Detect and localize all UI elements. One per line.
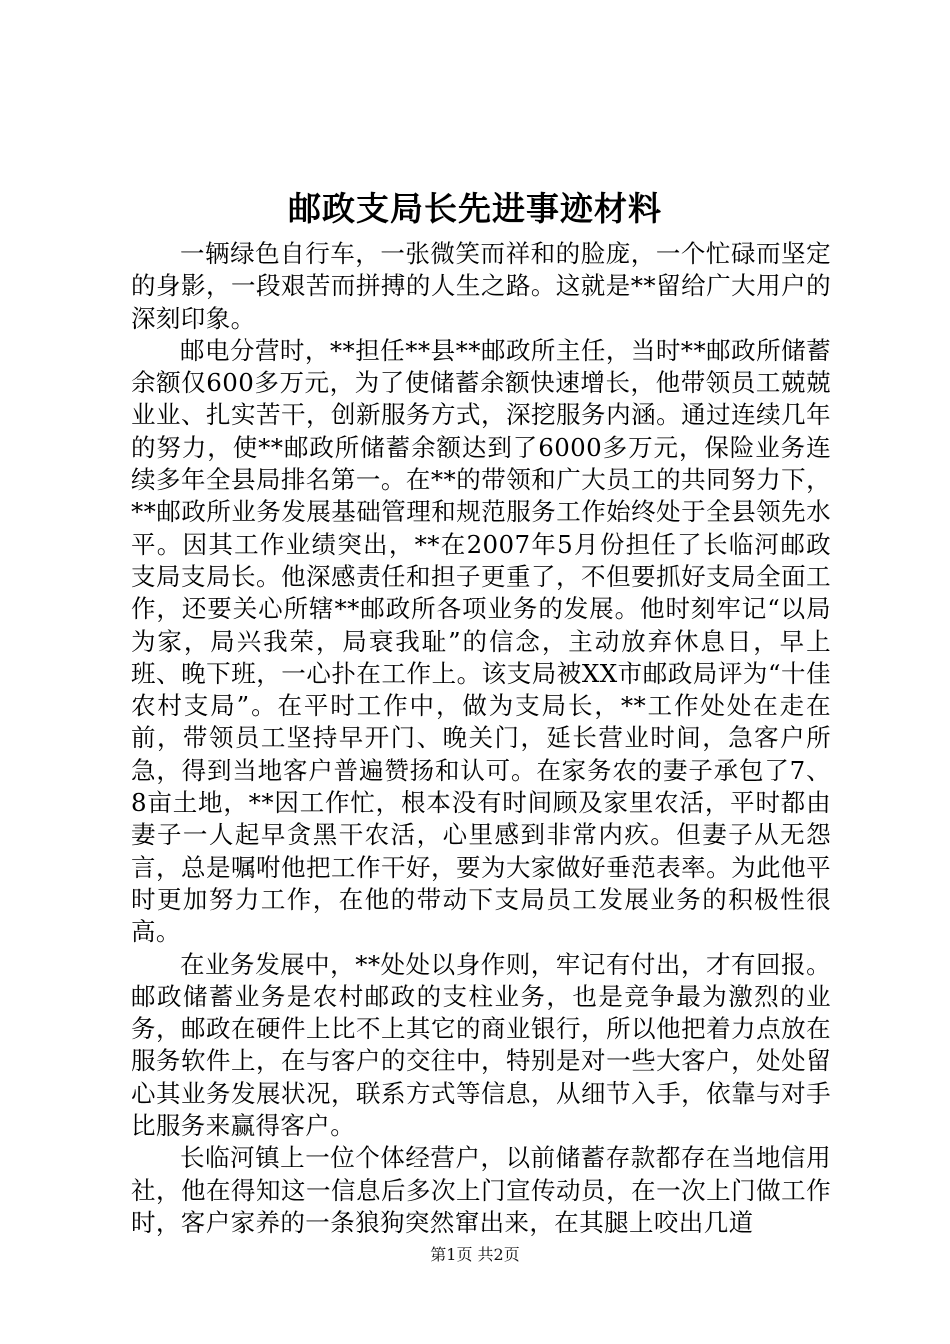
document-title: 邮政支局长先进事迹材料 bbox=[288, 189, 662, 228]
paragraph: 长临河镇上一位个体经营户，以前储蓄存款都存在当地信用社，他在得知这一信息后多次上门宣传动员，在一次上门做工作时，客户家养的一条狼狗突然窜出来，在其腿上咬出几道 bbox=[131, 1143, 831, 1237]
paragraph: 邮电分营时，**担任**县**邮政所主任，当时**邮政所储蓄余额仅600多万元，为了使储蓄余额快速增长，他带领员工兢兢业业、扎实苦干，创新服务方式，深挖服务内涵。通过连续几年的努力，使**邮政所储蓄余额达到了6000多万元，保险业务连续多年全县局排名第一。在**的带领和广大员工的共同努力下，**邮政所业务发展基础管理和规范服务工作始终处于全县领先水平。因其工作业绩突出，**在2007年5月份担任了长临河邮政支局支局长。他深感责任和担子更重了，不但要抓好支局全面工作，还要关心所辖**邮政所各项业务的发展。他时刻牢记“以局为家，局兴我荣，局衰我耻”的信念，主动放弃休息日，早上班、晚下班，一心扑在工作上。该支局被XX市邮政局评为“十佳农村支局”。在平时工作中，做为支局长，**工作处处在走在前，带领员工坚持早开门、晚关门，延长营业时间，急客户所急，得到当地客户普遍赞扬和认可。在家务农的妻子承包了7、8亩土地，**因工作忙，根本没有时间顾及家里农活，平时都由妻子一人起早贪黑干农活，心里感到非常内疚。但妻子从无怨言，总是嘱咐他把工作干好，要为大家做好垂范表率。为此他平时更加努力工作，在他的带动下支局员工发展业务的积极性很高。 bbox=[131, 335, 831, 947]
document-body bbox=[131, 238, 831, 1239]
page-footer: 第1页 共2页 bbox=[430, 1245, 520, 1264]
paragraph: 一辆绿色自行车，一张微笑而祥和的脸庞，一个忙碌而坚定的身影，一段艰苦而拼搏的人生之路。这就是**留给广大用户的深刻印象。 bbox=[131, 239, 831, 333]
paragraph: 在业务发展中，**处处以身作则，牢记有付出，才有回报。邮政储蓄业务是农村邮政的支柱业务，也是竞争最为激烈的业务，邮政在硬件上比不上其它的商业银行，所以他把着力点放在服务软件上，在与客户的交往中，特别是对一些大客户，处处留心其业务发展状况，联系方式等信息，从细节入手，依靠与对手比服务来赢得客户。 bbox=[131, 949, 831, 1141]
